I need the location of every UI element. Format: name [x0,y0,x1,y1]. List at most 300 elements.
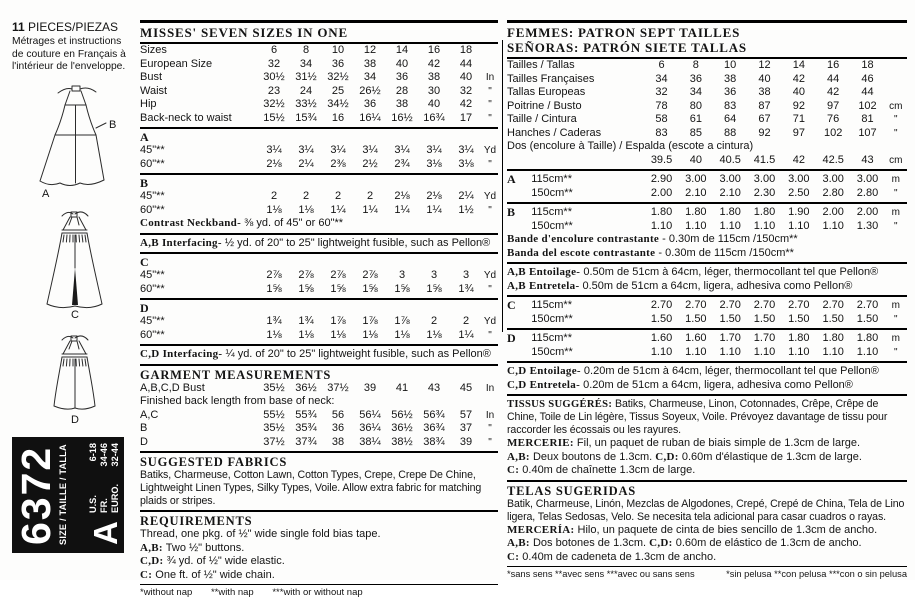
cell-val: 40 [395,57,409,70]
fs-body-measurements-table [507,59,907,167]
cell-val: 1⅛ [298,328,314,341]
cell-val: 16 [427,44,441,56]
cell-val: 61 [689,113,702,125]
body-measurements-table [140,44,498,125]
cell-val: 1.10 [822,345,844,358]
table-row [507,127,907,141]
cell-val: 1⅛ [330,328,346,341]
cell-val: 38¼ [359,435,381,448]
cell-val: 2.70 [856,299,879,311]
cell-val: 38 [758,86,771,98]
table-row [140,269,498,283]
cell-val: 83 [655,126,668,139]
table-row [507,100,907,114]
cell-val: 92 [792,99,805,112]
requirements-line [140,569,498,583]
inline-text: 0.20m de 51cm à 64cm, léger, thermocollant tel que Pellon® [580,365,879,377]
cell-val: 45 [459,381,473,394]
cell-val: 2 [366,190,374,202]
cell-label: 45"** [140,315,165,327]
cell-val: 1.10 [788,219,810,232]
cell-val: 3¼ [362,144,378,156]
yardage-table-c [140,269,498,296]
cell-val: 1⅝ [362,282,378,295]
french-title: FEMMES: PATRON SEPT TAILLES [507,25,741,40]
cell-val: 2.00 [822,206,844,218]
telas-sugeridas-text: Batik, Charmeuse, Linón, Mezclas de Algodones, Crepé, Crepé de China, Tela de Lino ligera, Telas Sedosas, Velo. Se necesita tela adicional para casar cuadros o rayas. [507,497,905,523]
cell-val: 36½ [391,422,413,434]
cell-val: 3.00 [719,173,741,185]
cell-val: 2.80 [856,186,879,199]
size-range-us [88,443,98,513]
cell-label: Back-neck to waist [140,111,232,124]
cell-val: 33½ [295,98,317,110]
table-row [507,140,907,154]
cell-val: 35¾ [295,422,317,434]
suggested-fabrics-text: Batiks, Charmeuse, Cotton Lawn, Cotton Types, Crepe, Crepe De Chine, Lightweight Linen Types, Silky Types, Voile. Allow extra fabric for matching plaids or stripes. [140,469,482,507]
cell-label: 115cm** [531,299,572,311]
footnote-french-nap: *sans sens **avec sens ***avec ou sans sens [507,569,695,579]
cell-label: 150cm** [531,219,573,232]
cell-unit: " [488,99,492,110]
requirements-title: REQUIREMENTS [140,510,498,528]
garment-measurements-table [140,382,498,450]
cell-val: 40 [689,153,702,166]
table-row [507,173,907,187]
cell-label: 60"** [140,157,165,170]
cell-val: 1¼ [426,203,442,216]
mercerie-line [507,451,907,465]
cell-val: 1⅛ [362,328,378,341]
mercerie-line [507,464,907,478]
pieces-title [12,20,134,34]
cell-label: Tallas Europeas [507,86,586,98]
section-b-letter: B [140,176,149,190]
cell-val: 1.80 [856,332,879,344]
cell-val: 2.10 [719,186,741,199]
cell-label: 45"** [140,269,165,281]
inline-text: ½ yd. of 20" to 25" lightweight fusible, such as Pellon® [221,236,491,249]
cell-val: 2.70 [719,299,741,311]
inline-bold-label: A,B Entoilage- [507,266,581,278]
cell-val: 88 [724,126,737,139]
cell-val: 97 [827,99,840,112]
cell-val: 38 [724,72,737,85]
cell-val: 2 [270,190,278,202]
cell-val: 35½ [263,422,285,434]
cell-unit [482,44,498,58]
cell-val: 1.60 [650,332,673,344]
cell-val: 1.10 [719,219,741,232]
cell-val: 38 [395,98,409,110]
inline-text: 0.40m de cadeneta de 1.3cm de ancho. [519,550,717,563]
inline-bold-label: A,B: [507,450,530,463]
cd-entretela-note [507,379,907,393]
cell-group [507,187,531,201]
cell-val: 46 [861,72,874,85]
cell-val: 1⅛ [266,328,282,341]
bande-encolure-note [507,233,907,247]
inline-text: 0.60m de elástico de 1.3cm de ancho. [672,537,862,549]
cell-val: 1.10 [650,345,673,358]
inline-bold-label: A,B: [140,541,163,554]
cell-val: 40.5 [719,153,741,166]
cell-val: 44 [459,57,473,70]
merceria-line [507,551,907,565]
cell-unit: m [891,207,900,218]
cell-val: 3.00 [788,173,810,185]
inline-text: - 0.30m de 115cm /150cm** [655,246,794,259]
cell-val: 8 [692,59,699,71]
cell-unit: " [488,329,492,341]
table-row [507,59,907,73]
table-row [140,112,498,126]
fs-yardage-table-a [507,173,907,200]
divider [140,252,498,254]
cell-val: 1.50 [650,312,673,325]
fs-footnotes [507,569,907,580]
table-row [140,190,498,204]
cell-val: 1.50 [685,312,707,325]
cell-unit: " [894,220,898,232]
cell-val: 3⅛ [426,157,442,170]
cell-val: 43 [427,381,441,394]
cell-val: 2.70 [685,299,707,311]
divider [507,394,907,396]
ab-interfacing-note [140,237,498,251]
cell-unit: cm [889,100,903,112]
inline-bold-label: MERCERÍA: [507,523,575,536]
table-row [140,422,498,436]
cell-val: 1.50 [822,312,844,325]
cd-entoilage-note [507,365,907,379]
inline-bold-label: C: [140,568,153,581]
cell-unit: " [488,85,492,97]
cell-val: 36¼ [359,422,381,434]
cell-val: 12 [363,44,377,56]
cell-val: 102 [858,99,877,112]
cell-unit [482,58,498,72]
cell-val: 1⅞ [362,315,378,327]
cell-val: 2.50 [788,186,810,199]
cell-val: 1.70 [719,332,741,344]
cell-val: 55½ [263,408,285,421]
view-a-b-illustration [18,78,130,200]
cell-val: 41.5 [753,153,776,166]
cell-label: Hip [140,98,157,110]
cell-val: 2 [462,315,470,327]
table-row [140,283,498,297]
inline-text: Dos botones de 1.3cm. [529,537,650,549]
cell-val: 2.30 [753,186,776,199]
cell-val: 25 [331,84,345,97]
cell-unit [885,86,907,100]
cell-val: 16¼ [359,111,381,124]
cell-unit: m [891,174,900,185]
cell-val: 3¼ [298,144,314,156]
cell-val: 2⅞ [330,269,346,281]
cell-val: 1.10 [753,345,776,358]
cell-label: 150cm** [531,345,573,358]
table-row [507,113,907,127]
cell-val: 23 [267,84,281,97]
cell-val: 1¾ [266,315,282,327]
cell-unit: " [488,423,492,434]
cell-unit: " [894,114,898,125]
size-range-fr [99,443,109,513]
cell-label: Taille / Cintura [507,113,577,125]
cell-val: 71 [792,113,805,125]
cell-val: 2.00 [856,206,879,218]
cell-val: 1.10 [856,345,879,358]
cell-label [507,154,644,168]
cell-val: 34 [689,86,702,98]
cell-label: Tailles / Tallas [507,59,575,71]
cell-val: 1.50 [788,312,810,325]
cell-val: 1.80 [822,332,844,344]
cell-unit: " [894,346,898,358]
table-row [140,44,498,58]
inline-bold-label: A,B: [507,537,530,549]
inline-bold-label: A,B Interfacing- [140,236,222,249]
cell-val: 1⅞ [394,315,410,327]
cell-val: 1⅛ [426,328,442,341]
fs-yardage-table-c [507,299,907,326]
cell-val: 56½ [391,408,413,421]
cell-val: 1.80 [685,206,707,218]
cell-val: 1.10 [719,345,741,358]
view-d-label: D [71,414,79,426]
inline-bold-label: C,D: [649,537,673,549]
inline-text: Fil, un paquet de ruban de biais simple de 1.3cm de large. [573,437,861,449]
footnote-with-or-without-nap: ***with or without nap [272,587,363,598]
cell-val: 3 [398,269,406,281]
requirements-line [140,542,498,556]
cell-val: 1.60 [685,332,707,344]
pattern-number: 6372 [13,445,59,545]
size-range-us-label: U.S. [88,495,98,513]
footnote-with-nap: **with nap [210,587,254,598]
divider [507,262,907,264]
divider [140,298,498,300]
cell-val: 31½ [295,71,317,83]
ab-entretela-note [507,280,907,294]
divider [507,202,907,204]
cell-unit: Yd [483,191,497,202]
cell-val: 2.70 [753,299,776,311]
cell-val: 36¾ [423,422,445,434]
divider [140,584,498,585]
cell-val: 1¼ [362,203,378,216]
size-box [12,437,124,553]
cell-val: 44 [827,72,840,85]
cell-val: 81 [861,113,874,125]
cell-val: 12 [758,59,771,71]
cell-val: 78 [655,99,668,112]
cell-group: D [507,331,516,345]
cell-val: 15½ [263,111,285,124]
cell-unit: m [891,333,900,344]
nap-footnotes [140,587,498,598]
table-row [140,382,498,396]
cell-val: 1⅛ [298,203,314,216]
table-row [140,85,498,99]
merceria-line [507,524,907,538]
cell-unit: " [894,313,898,325]
cell-val: 2⅞ [362,269,378,281]
cell-unit: In [485,382,495,394]
view-c-illustration [18,206,130,320]
cell-val: 1¾ [458,282,474,295]
table-row [140,58,498,72]
table-row [140,315,498,329]
section-c-letter: C [140,255,150,269]
telas-sugeridas-title: TELAS SUGERIDAS [507,480,907,498]
view-b-label: B [109,119,117,131]
cell-val: 40 [792,86,805,98]
inline-bold-label: Contrast Neckband- [140,217,242,229]
cell-val: 38¾ [423,435,445,448]
divider [507,361,907,363]
cell-val: 42 [792,153,805,166]
cell-val: 2.70 [788,299,810,311]
yardage-table-a [140,144,498,171]
section-d-letter: D [140,301,150,315]
cell-val: 92 [758,126,771,139]
cell-val: 1.10 [753,219,776,232]
cell-val: 56 [331,408,345,421]
table-row [140,144,498,158]
cell-val: 38 [427,71,441,83]
cell-val: 67 [758,113,771,125]
cell-label: A,C [140,408,159,421]
divider [507,169,907,171]
inline-text: One ft. of ½" wide chain. [152,568,275,581]
footnote-spanish-nap: *sin pelusa **con pelusa ***con o sin pelusa [726,569,907,579]
cell-val: 32 [655,86,668,98]
cell-group [507,220,531,234]
mercerie-line [507,437,907,451]
cell-label: 60"** [140,203,165,216]
cell-label: European Size [140,57,213,70]
table-row [140,204,498,218]
cell-val: 18 [459,44,473,56]
cell-label: 115cm** [531,332,572,344]
cell-val: 1¼ [394,203,410,216]
cell-unit: Yd [483,270,497,281]
cell-val: 2.80 [822,186,844,199]
cell-val: 16¾ [423,111,445,124]
cell-val: 2⅛ [426,190,442,202]
cell-val: 34 [299,57,313,70]
cell-val: 36 [395,71,409,83]
cell-unit: " [894,187,898,199]
cell-val: 40 [427,98,441,110]
cell-val: 1⅛ [266,203,282,216]
cell-val: 3¼ [426,144,442,156]
cell-val: 2.00 [650,186,673,199]
cell-unit [885,73,907,87]
cell-val: 10 [331,44,345,56]
view-c-label: C [71,309,79,321]
cell-val: 8 [302,44,310,56]
inline-bold-label: C: [507,550,520,563]
cell-val: 1.30 [856,219,879,232]
inline-bold-label: C,D Entoilage- [507,365,581,377]
cell-val: 41 [395,381,409,394]
table-row [140,71,498,85]
footnote-without-nap: *without nap [140,587,193,598]
divider [140,173,498,175]
cell-val: 39.5 [650,153,673,166]
cell-val: 2 [334,190,342,202]
cell-label: 60"** [140,328,165,341]
cell-unit: cm [889,154,903,166]
cell-val: 2 [302,190,310,202]
pieces-label: PIECES/PIEZAS [28,20,119,34]
cell-val: 34 [363,71,377,83]
cell-val: 1.80 [753,206,776,218]
cell-label: D [140,435,148,448]
cell-val: 1⅝ [426,282,442,295]
size-range-euro [110,443,120,513]
cell-val: 107 [858,126,877,139]
cell-label: Bust [140,71,163,83]
size-range-fr-value: 34-46 [99,443,109,467]
cell-val: 2.70 [822,299,844,311]
cell-val: 36 [724,86,737,98]
cell-group: B [507,205,516,219]
cell-unit: " [894,127,898,139]
cell-val: 2.70 [650,299,673,311]
cell-val: 42.5 [822,153,844,166]
table-row [507,332,907,346]
cell-label: Poitrine / Busto [507,99,582,112]
table-row [140,158,498,172]
inline-text: Batiks, Charmeuse, Linon, Cotonnades, Crêpe, Crêpe de Chine, Toile de Lin légère, Tissus Soyeux, Voile. Prévoyez davantage de tissu pour raccorder les écossais ou les rayures. [507,398,888,436]
cell-label: 115cm** [531,206,572,218]
cell-label: 115cm** [531,173,572,185]
inline-bold-label: C,D Entretela- [507,378,581,391]
cell-val: 3 [462,269,470,281]
tissus-suggeres-text [507,398,907,437]
cell-val: 42 [459,98,473,110]
cell-unit: " [488,112,492,124]
cell-val: 40 [459,71,473,83]
cell-val: 1.80 [788,332,810,344]
table-row [507,346,907,360]
cell-label: 150cm** [531,186,573,199]
inline-bold-label: A,B Entretela- [507,279,580,292]
cell-label: Tailles Françaises [507,72,595,85]
table-row [507,73,907,87]
yardage-table-d [140,315,498,342]
cell-label: 150cm** [531,312,573,325]
inline-bold-label: C: [507,464,520,476]
ab-entoilage-note [507,266,907,280]
cell-val: 14 [395,44,409,56]
cell-val: 1¼ [330,203,346,216]
cell-val: 3.00 [685,173,707,185]
cell-val: 37 [459,422,473,434]
cell-group [507,313,531,327]
table-row [507,299,907,313]
garment-measurements-title: GARMENT MEASUREMENTS [140,364,498,382]
cell-label: Hanches / Caderas [507,126,602,139]
section-a-letter: A [140,130,150,144]
cell-val: 3¼ [330,144,346,156]
spanish-title: SEÑORAS: PATRÓN SIETE TALLAS [507,40,747,55]
